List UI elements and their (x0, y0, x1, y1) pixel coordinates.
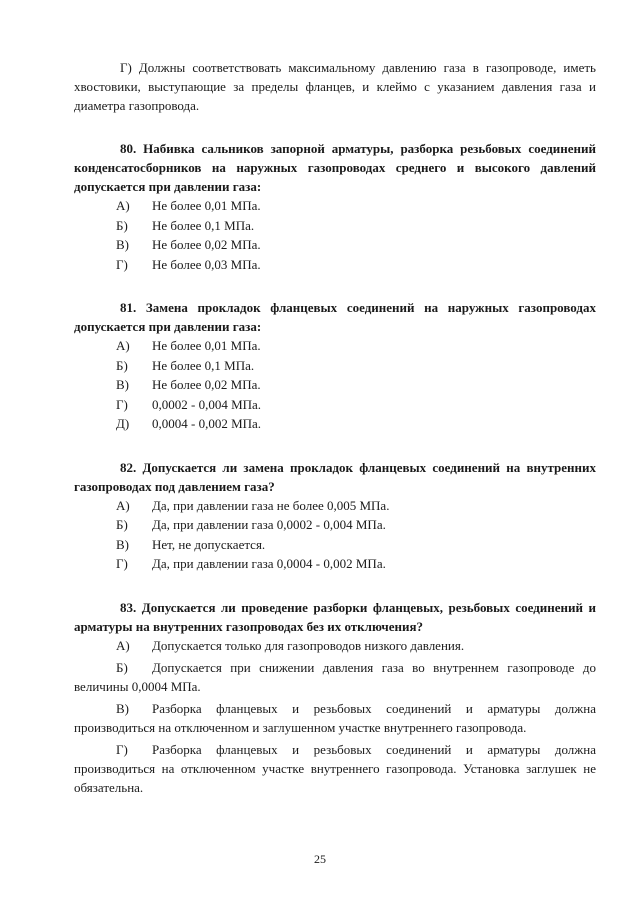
option-text: Нет, не допускается. (152, 536, 266, 552)
option-text: Не более 0,01 МПа. (152, 198, 261, 213)
option-label: Б) (116, 517, 128, 532)
answer-option (74, 535, 596, 555)
answer-option (74, 395, 596, 415)
answer-option (74, 496, 596, 516)
option-text: Да, при давлении газа не более 0,005 МПа. (152, 497, 390, 513)
option-text: Допускается при снижении давления газа во внутреннем газопроводе до величины 0,0004 МПа. (74, 660, 596, 694)
option-text: Не более 0,01 МПа. (152, 338, 261, 353)
answer-option (74, 699, 596, 737)
answer-option (74, 636, 596, 656)
option-text: Да, при давлении газа 0,0004 - 0,002 МПа. (152, 556, 386, 571)
option-text: Разборка фланцевых и резьбовых соединений и арматуры должна производиться на отключенном и заглушенном участке внутреннего газопровода. (74, 701, 596, 735)
option-label: Г) (116, 396, 128, 412)
option-label: В) (116, 377, 129, 392)
option-label: Г) (116, 256, 128, 272)
answer-option (74, 235, 596, 255)
option-label: Б) (116, 357, 128, 373)
option-text: Не более 0,1 МПа. (152, 217, 255, 233)
intro-paragraph: Г) Должны соответствовать максимальному давлению газа в газопроводе, иметь хвостовики, выступающие за пределы фланцев, и клеймо с указанием давления газа и диаметра газопровода. (74, 60, 596, 113)
option-text: Разборка фланцевых и резьбовых соединений и арматуры должна производиться на отключенном участке внутреннего газопровода. Установка заглушек не обязательна. (74, 742, 596, 795)
answer-option (74, 414, 596, 434)
answer-option (74, 658, 596, 696)
answer-option (74, 336, 596, 356)
option-text: 0,0002 - 0,004 МПа. (152, 396, 262, 412)
option-label: Г) (116, 742, 128, 757)
question-title: 83. Допускается ли проведение разборки фланцевых, резьбовых соединений и арматуры на внутренних газопроводах без их отключения? (74, 599, 596, 634)
option-label: А) (116, 637, 130, 653)
page-number: 25 (314, 852, 326, 866)
option-text: Да, при давлении газа 0,0002 - 0,004 МПа. (152, 517, 386, 532)
option-text: Не более 0,03 МПа. (152, 256, 261, 272)
question-title: 82. Допускается ли замена прокладок фланцевых соединений на внутренних газопроводах под давлением газа? (74, 459, 596, 494)
answer-option (74, 216, 596, 236)
question-title: 80. Набивка сальников запорной арматуры, разборка резьбовых соединений конденсатосборников на наружных газопроводах среднего и высокого давлений допускается при давлении газа: (74, 141, 596, 194)
question-title: 81. Замена прокладок фланцевых соединений на наружных газопроводах допускается при давлении газа: (74, 300, 596, 334)
option-label: А) (116, 497, 130, 513)
answer-option (74, 356, 596, 376)
answer-option (74, 515, 596, 535)
answer-option (74, 196, 596, 216)
question-80 (74, 139, 596, 274)
option-label: А) (116, 198, 130, 213)
answer-option (74, 554, 596, 574)
answer-option (74, 375, 596, 395)
question-83 (74, 598, 596, 798)
option-text: 0,0004 - 0,002 МПа. (152, 416, 262, 431)
option-label: Б) (116, 217, 128, 233)
answer-option (74, 740, 596, 797)
question-81 (74, 298, 596, 434)
option-label: Г) (116, 556, 128, 571)
option-text: Не более 0,1 МПа. (152, 357, 255, 373)
option-label: В) (116, 701, 129, 716)
option-label: В) (116, 237, 129, 252)
option-text: Не более 0,02 МПа. (152, 377, 261, 392)
answer-option (74, 255, 596, 275)
option-label: А) (116, 338, 130, 353)
option-text: Не более 0,02 МПа. (152, 237, 261, 252)
option-label: Д) (116, 416, 130, 431)
option-text: Допускается только для газопроводов низкого давления. (152, 637, 465, 653)
option-label: Б) (116, 660, 128, 675)
question-82 (74, 458, 596, 574)
option-label: В) (116, 536, 129, 552)
